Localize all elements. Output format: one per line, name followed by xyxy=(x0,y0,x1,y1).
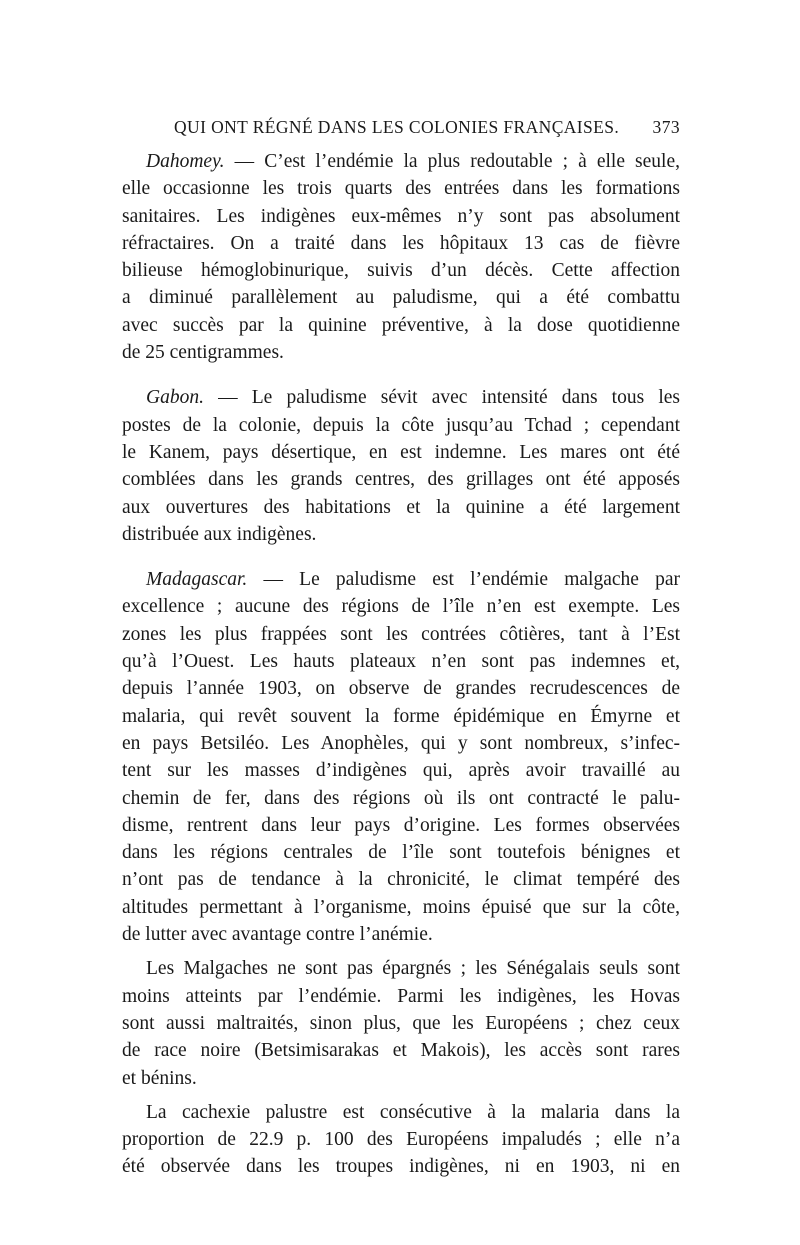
document-page xyxy=(122,112,680,1181)
text-line: Les Malgaches ne sont pas épargnés ; les Sénégalais seuls sont xyxy=(146,958,680,980)
text-line: n’ont pas de tendance à la chronicité, le climat tempéré des xyxy=(122,869,680,891)
paragraph-gabon xyxy=(122,384,680,548)
text-line: disme, rentrent dans leur pays d’origine. Les formes observées xyxy=(122,814,680,836)
text-line: chemin de fer, dans des régions où ils ont contracté le palu- xyxy=(122,787,680,809)
paragraph-dahomey xyxy=(122,148,680,366)
running-head xyxy=(122,112,680,142)
text-line: Dahomey. — C’est l’endémie la plus redoutable ; à elle seule, xyxy=(146,151,680,172)
text-line: a diminué parallèlement au paludisme, qui a été combattu xyxy=(122,287,680,309)
text-line: altitudes permettant à l’organisme, moins épuisé que sur la côte, xyxy=(122,896,680,918)
text-line: aux ouvertures des habitations et la quinine a été largement xyxy=(122,496,680,518)
paragraph-lead: Madagascar. xyxy=(146,569,248,591)
text-line: avec succès par la quinine préventive, à la dose quotidienne xyxy=(122,314,680,336)
paragraph-malgaches xyxy=(122,955,680,1091)
text-line: sont aussi maltraités, sinon plus, que les Européens ; chez ceux xyxy=(122,1012,680,1034)
text-line: Gabon. — Le paludisme sévit avec intensité dans tous les xyxy=(146,387,680,409)
text-line: de 25 centigrammes. xyxy=(122,342,284,364)
text-line: dans les régions centrales de l’île sont toutefois bénignes et xyxy=(122,842,680,864)
paragraph-lead: Dahomey. xyxy=(146,151,225,172)
text-line: qu’à l’Ouest. Les hauts plateaux n’en sont pas indemnes et, xyxy=(122,651,680,673)
text-line: de lutter avec avantage contre l’anémie. xyxy=(122,924,433,946)
page-number: 373 xyxy=(652,117,680,137)
text-line: elle occasionne les trois quarts des entrées dans les formations xyxy=(122,178,680,200)
paragraph-madagascar xyxy=(122,566,680,948)
paragraph-lead: Gabon. xyxy=(146,387,204,409)
text-line: excellence ; aucune des régions de l’île n’en est exempte. Les xyxy=(122,596,680,618)
text-line: de race noire (Betsimisarakas et Makois), les accès sont rares xyxy=(122,1040,680,1062)
text-line: moins atteints par l’endémie. Parmi les indigènes, les Hovas xyxy=(122,985,680,1007)
text-line: Madagascar. — Le paludisme est l’endémie malgache par xyxy=(146,569,680,591)
text-line: postes de la colonie, depuis la côte jusqu’au Tchad ; cependant xyxy=(122,414,680,436)
text-line: zones les plus frappées sont les contrées côtières, tant à l’Est xyxy=(122,623,680,645)
running-head-title: QUI ONT RÉGNÉ DANS LES COLONIES FRANÇAISES. xyxy=(174,117,620,137)
text-line: depuis l’année 1903, on observe de grandes recrudescences de xyxy=(122,678,680,700)
text-line: en pays Betsiléo. Les Anophèles, qui y sont nombreux, s’infec- xyxy=(122,732,680,754)
text-line: malaria, qui revêt souvent la forme épidémique en Émyrne et xyxy=(122,705,680,727)
text-line: tent sur les masses d’indigènes qui, après avoir travaillé au xyxy=(122,760,680,782)
text-line: La cachexie palustre est consécutive à la malaria dans la xyxy=(146,1101,680,1123)
text-line: le Kanem, pays désertique, en est indemne. Les mares ont été xyxy=(122,441,680,463)
text-line: bilieuse hémoglobinurique, suivis d’un décès. Cette affection xyxy=(122,260,680,282)
text-line: sanitaires. Les indigènes eux-mêmes n’y sont pas absolument xyxy=(122,205,680,227)
text-line: distribuée aux indigènes. xyxy=(122,523,317,545)
text-line: été observée dans les troupes indigènes, ni en 1903, ni en xyxy=(122,1156,680,1178)
text-line: comblées dans les grands centres, des grillages ont été apposés xyxy=(122,469,680,491)
text-line: et bénins. xyxy=(122,1067,197,1089)
text-line: proportion de 22.9 p. 100 des Européens impaludés ; elle n’a xyxy=(122,1129,680,1151)
paragraph-cachexie xyxy=(122,1099,680,1181)
text-line: réfractaires. On a traité dans les hôpitaux 13 cas de fièvre xyxy=(122,232,680,254)
